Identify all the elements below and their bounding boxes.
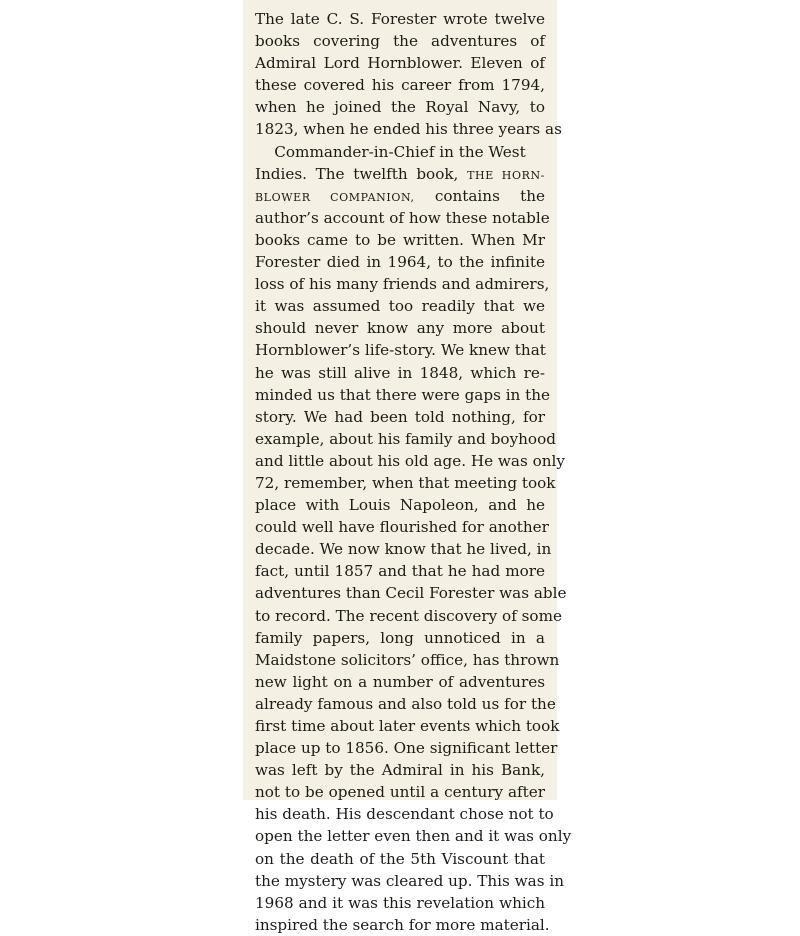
passage-line: author’s account of how these notable (255, 208, 550, 227)
passage-line: 1968 and it was this revelation which (255, 893, 545, 912)
passage-line: not to be opened until a century after (255, 783, 545, 802)
book-title-smallcaps: BLOWER COMPANION, (255, 190, 415, 204)
passage-line: story. We had been told nothing, for (255, 407, 545, 426)
passage-line: was left by the Admiral in his Bank, (255, 761, 545, 780)
passage-line: decade. We now know that he lived, in (255, 540, 552, 559)
passage-line: open the letter even then and it was only (255, 827, 572, 846)
passage-line: when he joined the Royal Navy, to (255, 98, 545, 117)
passage-line: on the death of the 5th Viscount that (255, 849, 545, 868)
passage-line-with-title (255, 163, 545, 185)
passage-line: it was assumed too readily that we (255, 297, 545, 316)
passage-line: first time about later events which took (255, 717, 560, 735)
passage-line-part: contains the (434, 186, 545, 205)
passage-line-part: Indies. The twelfth book, (255, 164, 459, 183)
passage-line: he was still alive in 1848, which re- (255, 363, 545, 382)
passage-line: place with Louis Napoleon, and he (255, 496, 545, 515)
passage-line: loss of his many friends and admirers, (255, 275, 550, 294)
passage-line-with-title (255, 185, 545, 207)
passage-line: family papers, long unnoticed in a (255, 628, 545, 647)
passage-line: adventures than Cecil Forester was able (255, 584, 567, 603)
passage-line: inspired the search for more material. (255, 915, 550, 934)
passage-line: 1823, when he ended his three years as (255, 120, 562, 139)
passage-line: Maidstone solicitors’ office, has thrown (255, 650, 560, 669)
passage-line: place up to 1856. One significant letter (255, 739, 558, 758)
passage-line: new light on a number of adventures (255, 672, 545, 691)
passage-line: and little about his old age. He was only (255, 451, 565, 470)
passage-line: books covering the adventures of (255, 32, 545, 51)
passage-line: to record. The recent discovery of some (255, 606, 562, 625)
passage-line: already famous and also told us for the (255, 694, 556, 713)
passage-line: fact, until 1857 and that he had more (255, 562, 545, 581)
passage-line: these covered his career from 1794, (255, 76, 545, 95)
passage-line: minded us that there were gaps in the (255, 385, 551, 404)
book-title-smallcaps: THE HORN- (467, 168, 545, 182)
passage-line: 72, remember, when that meeting took (255, 473, 556, 492)
passage-line: could well have flourished for another (255, 518, 549, 537)
passage-line: Forester died in 1964, to the infinite (255, 253, 545, 272)
passage-line: Hornblower’s life-story. We knew that (255, 341, 546, 360)
passage-line: books came to be written. When Mr (255, 230, 545, 249)
passage-line: his death. His descendant chose not to (255, 805, 554, 824)
passage-line: example, about his family and boyhood (255, 429, 556, 448)
passage-line: Admiral Lord Hornblower. Eleven of (255, 54, 545, 73)
passage-line: should never know any more about (255, 319, 545, 338)
passage-text (255, 8, 572, 936)
passage-line: the mystery was cleared up. This was in (255, 871, 564, 890)
passage-line: The late C. S. Forester wrote twelve (255, 10, 545, 28)
passage-line: Commander-in-Chief in the West (274, 142, 526, 161)
